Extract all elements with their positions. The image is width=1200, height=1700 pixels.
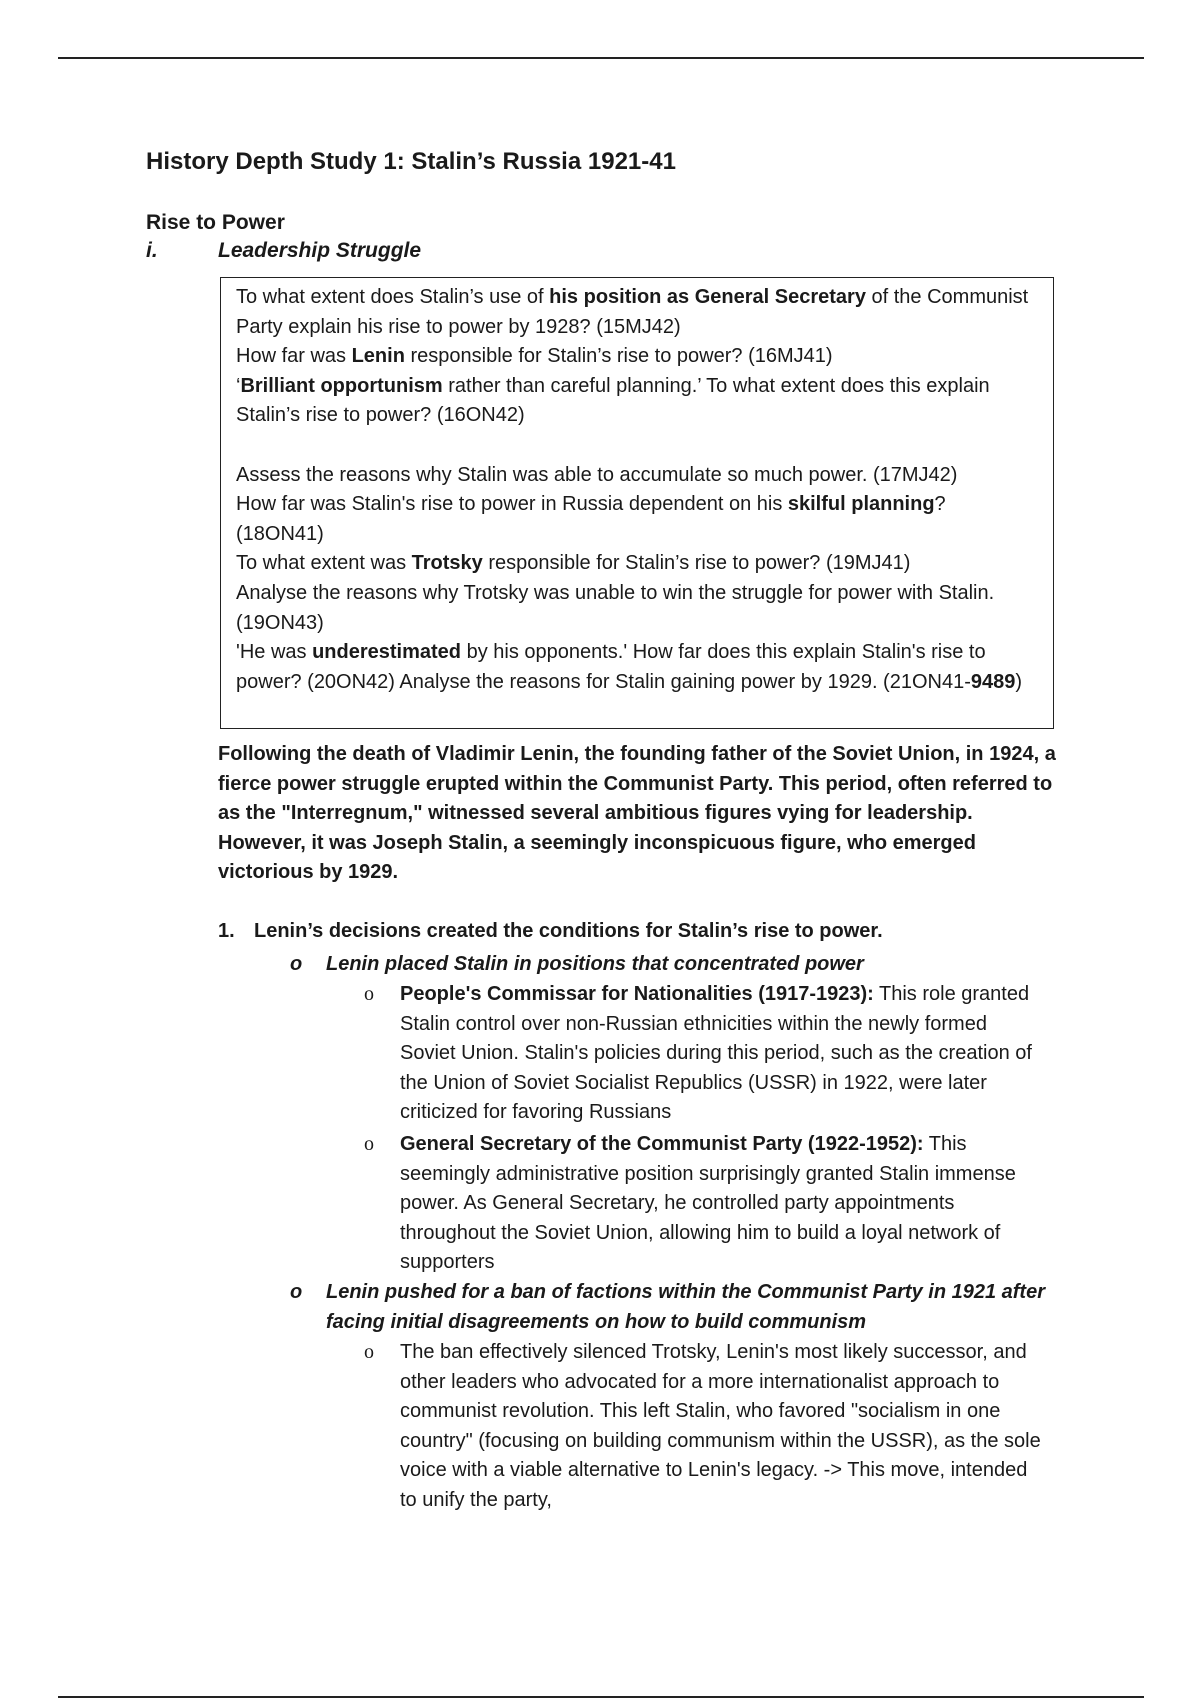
section-heading: Rise to Power — [146, 211, 285, 234]
exam-questions-box — [220, 277, 1054, 729]
outline-detail — [364, 1130, 1044, 1278]
question: Assess the reasons why Stalin was able to accumulate so much power. (17MJ42) — [236, 463, 958, 486]
question: Analyse the reasons why Trotsky was unable to win the struggle for power with Stalin. (19ON43) — [236, 581, 995, 634]
bullet-marker: o — [290, 953, 303, 975]
bullet-marker: o — [290, 1281, 303, 1303]
bullet-marker: o — [364, 983, 374, 1005]
question: To what extent does Stalin’s use of his position as General Secretary of the Communist Party explain his rise to power by 1928? (15MJ42) — [236, 286, 1029, 338]
page-title: History Depth Study 1: Stalin’s Russia 1921-41 — [146, 148, 676, 175]
outline-detail — [364, 1338, 1044, 1516]
outline-number: 1. — [218, 920, 235, 942]
outline-subpoint — [290, 1278, 1050, 1337]
subsection-heading — [146, 239, 421, 263]
detail-text: General Secretary of the Communist Party (1922-1952): This seemingly administrative position surprisingly granted Stalin immense power. As General Secretary, he controlled party appointments throughout the Soviet Union, allowing him to build a loyal network of supporters — [400, 1133, 1016, 1274]
outline-point — [218, 920, 883, 943]
detail-text: People's Commissar for Nationalities (1917-1923): This role granted Stalin control over non-Russian ethnicities within the newly formed Soviet Union. Stalin's policies during this period, such as the creation of the Union of Soviet Socialist Republics (USSR) in 1922, were later criticized for favoring Russians — [400, 983, 1032, 1124]
intro-paragraph: Following the death of Vladimir Lenin, the founding father of the Soviet Union, in 1924, a fierce power struggle erupted within the Communist Party. This period, often referred to as the "Interregnum," witnessed several ambitious figures vying for leadership. However, it was Joseph Stalin, a seemingly inconspicuous figure, who emerged victorious by 1929. — [218, 743, 1056, 884]
outline-subpoint — [290, 950, 1050, 980]
question: How far was Stalin's rise to power in Russia dependent on his skilful planning? (18ON41) — [236, 493, 946, 545]
detail-text: The ban effectively silenced Trotsky, Lenin's most likely successor, and other leaders who advocated for a more internationalist approach to communist revolution. This left Stalin, who favored "socialism in one country" (focusing on building communism within the USSR), as the sole voice with a viable alternative to Lenin's legacy. -> This move, intended to unify the party, — [400, 1341, 1041, 1511]
subpoint-text: Lenin pushed for a ban of factions within the Communist Party in 1921 after facing initial disagreements on how to build communism — [326, 1281, 1045, 1333]
spacer — [236, 431, 1039, 461]
subpoint-text: Lenin placed Stalin in positions that concentrated power — [326, 953, 864, 975]
header-rule — [58, 57, 1144, 59]
bullet-marker: o — [364, 1341, 374, 1363]
outline-detail — [364, 980, 1044, 1128]
question: To what extent was Trotsky responsible for Stalin’s rise to power? (19MJ41) — [236, 552, 911, 575]
subsection-number: i. — [146, 239, 158, 262]
question: How far was Lenin responsible for Stalin’s rise to power? (16MJ41) — [236, 345, 833, 368]
question: ‘Brilliant opportunism rather than careful planning.’ To what extent does this explain Stalin’s rise to power? (16ON42) — [236, 374, 990, 427]
subsection-title: Leadership Struggle — [218, 239, 422, 262]
footer-rule — [58, 1696, 1144, 1698]
outline-point-text: Lenin’s decisions created the conditions for Stalin’s rise to power. — [254, 920, 883, 942]
question: 'He was underestimated by his opponents.' How far does this explain Stalin's rise to power? (20ON42) Analyse the reasons for Stalin gaining power by 1929. (21ON41-9489) — [236, 641, 1023, 693]
bullet-marker: o — [364, 1133, 374, 1155]
